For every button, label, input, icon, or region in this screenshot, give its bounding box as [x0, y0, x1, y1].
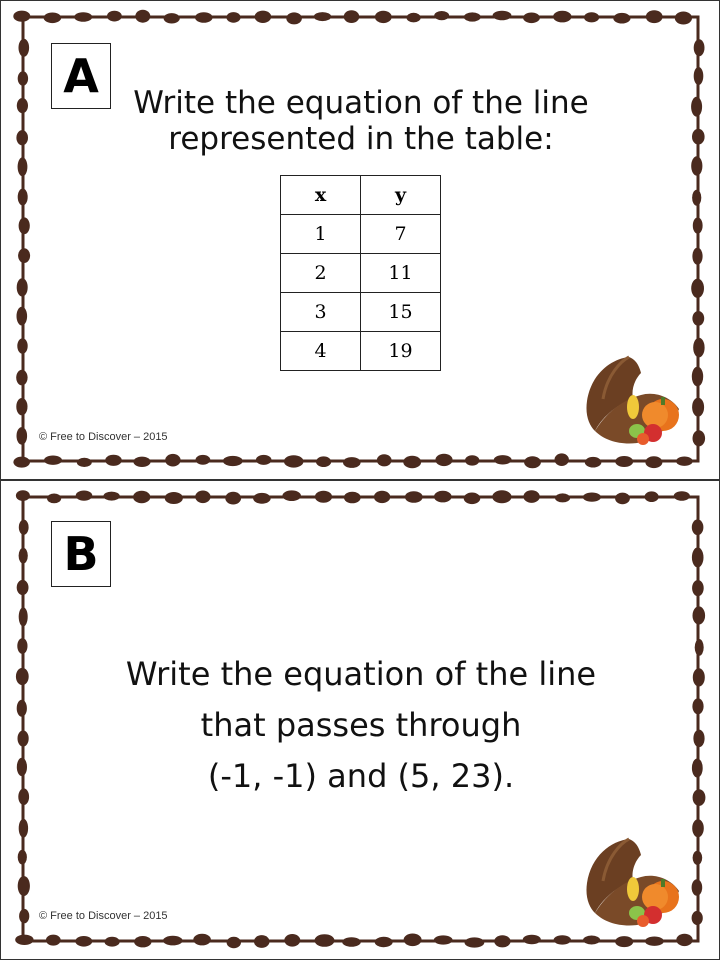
border-bead: [692, 248, 702, 265]
border-bead: [13, 457, 30, 468]
border-bead: [692, 759, 703, 778]
border-bead: [693, 338, 704, 358]
border-bead: [693, 851, 703, 865]
border-bead: [615, 456, 633, 467]
border-bead: [645, 456, 662, 468]
border-bead: [344, 10, 360, 23]
border-bead: [105, 937, 120, 947]
border-bead: [134, 936, 151, 947]
border-bead: [434, 11, 449, 20]
border-bead: [18, 157, 28, 176]
border-bead: [692, 819, 704, 837]
xy-table: [280, 175, 441, 371]
border-bead: [17, 98, 28, 113]
border-bead: [47, 494, 61, 504]
prompt-line: Write the equation of the line: [133, 85, 589, 121]
border-bead: [19, 548, 28, 564]
border-bead: [585, 457, 602, 468]
prompt-line: Write the equation of the line: [125, 655, 597, 693]
border-bead: [692, 519, 704, 535]
border-bead: [375, 11, 392, 23]
prompt-line: that passes through: [200, 706, 522, 744]
border-bead: [494, 935, 510, 947]
border-bead: [435, 454, 452, 466]
border-bead: [164, 13, 180, 23]
border-bead: [434, 935, 453, 944]
border-bead: [18, 876, 30, 896]
prompt-line: represented in the table:: [168, 121, 554, 157]
copyright-note: © Free to Discover – 2015: [39, 910, 168, 922]
table-cell: 2: [281, 254, 361, 293]
border-bead: [555, 493, 570, 502]
table-cell: 7: [361, 215, 441, 254]
border-bead: [692, 129, 705, 145]
border-bead: [227, 937, 241, 948]
border-bead: [692, 190, 701, 206]
border-bead: [494, 455, 512, 464]
card-letter: B: [63, 527, 99, 581]
table-cell: 15: [361, 293, 441, 332]
border-bead: [16, 490, 30, 501]
border-bead: [465, 937, 485, 947]
border-bead: [18, 730, 29, 746]
border-bead: [344, 492, 361, 504]
border-bead: [316, 456, 331, 467]
border-bead: [693, 430, 706, 446]
border-bead: [18, 189, 28, 206]
border-bead: [407, 13, 421, 23]
border-bead: [693, 606, 706, 624]
border-bead: [524, 456, 541, 468]
task-card-a: [0, 0, 720, 480]
card-letter-box: [51, 521, 111, 587]
table-header-row: [281, 176, 441, 215]
border-bead: [692, 911, 703, 925]
border-bead: [103, 492, 119, 501]
border-bead: [674, 491, 690, 501]
border-bead: [19, 217, 30, 234]
border-bead: [691, 97, 702, 117]
border-bead: [695, 639, 704, 656]
table-cell: 3: [281, 293, 361, 332]
border-bead: [18, 850, 27, 865]
border-bead: [523, 935, 541, 944]
border-bead: [692, 398, 704, 417]
border-bead: [405, 491, 423, 503]
border-bead: [44, 12, 62, 23]
border-bead: [74, 12, 92, 22]
border-bead: [17, 758, 27, 776]
border-bead: [163, 936, 183, 946]
border-bead: [195, 491, 210, 504]
border-bead: [17, 278, 28, 296]
table-row: [281, 215, 441, 254]
card-letter: A: [63, 49, 99, 103]
border-bead: [694, 39, 705, 56]
border-bead: [465, 455, 479, 465]
border-bead: [16, 130, 28, 145]
border-bead: [584, 12, 599, 22]
table-cell: 11: [361, 254, 441, 293]
border-bead: [314, 12, 331, 21]
border-bead: [165, 454, 180, 467]
border-bead: [195, 12, 213, 23]
border-bead: [554, 935, 571, 944]
border-bead: [693, 789, 706, 806]
cornucopia-icon: [581, 349, 691, 449]
border-bead: [223, 456, 243, 466]
table-row: [281, 254, 441, 293]
border-bead: [19, 607, 28, 626]
border-bead: [17, 580, 29, 595]
border-bead: [342, 937, 361, 947]
border-bead: [583, 493, 601, 502]
border-bead: [403, 456, 421, 468]
border-bead: [523, 490, 539, 503]
border-bead: [13, 11, 30, 22]
border-bead: [17, 700, 27, 717]
border-bead: [17, 638, 27, 654]
border-bead: [377, 454, 392, 466]
card-prompt: [111, 85, 611, 157]
table-row: [281, 332, 441, 371]
border-bead: [19, 909, 29, 923]
border-bead: [615, 493, 630, 505]
border-bead: [286, 12, 302, 24]
border-bead: [77, 458, 92, 467]
border-bead: [107, 11, 122, 22]
border-bead: [464, 12, 481, 21]
border-bead: [18, 71, 28, 85]
border-bead: [693, 668, 705, 686]
border-bead: [493, 11, 512, 21]
border-bead: [692, 580, 704, 596]
border-bead: [646, 10, 663, 23]
border-bead: [16, 370, 27, 386]
border-bead: [692, 547, 704, 567]
border-bead: [464, 493, 481, 505]
prompt-line: (-1, -1) and (5, 23).: [207, 757, 515, 795]
border-bead: [583, 936, 600, 945]
border-bead: [165, 492, 183, 504]
border-bead: [404, 934, 422, 947]
border-bead: [282, 490, 301, 501]
border-bead: [18, 788, 29, 805]
border-bead: [17, 427, 28, 445]
card-letter-box: [51, 43, 111, 109]
border-bead: [76, 491, 93, 501]
border-bead: [693, 730, 704, 748]
border-bead: [75, 936, 92, 947]
border-bead: [553, 11, 571, 23]
table-cell: 1: [281, 215, 361, 254]
border-bead: [254, 935, 270, 948]
table-cell: 19: [361, 332, 441, 371]
border-bead: [434, 491, 452, 503]
border-bead: [691, 279, 704, 298]
table-row: [281, 293, 441, 332]
border-bead: [692, 879, 703, 896]
copyright-note: © Free to Discover – 2015: [39, 431, 168, 443]
border-bead: [256, 455, 272, 465]
border-bead: [44, 456, 62, 465]
border-bead: [692, 311, 704, 326]
card-prompt: [81, 649, 641, 802]
border-bead: [16, 668, 29, 685]
border-bead: [315, 934, 335, 947]
border-bead: [645, 937, 664, 946]
border-bead: [255, 11, 272, 23]
border-bead: [615, 936, 633, 947]
table-cell: 4: [281, 332, 361, 371]
border-bead: [15, 935, 33, 945]
border-bead: [375, 937, 393, 947]
task-card-b: [0, 480, 720, 960]
border-bead: [694, 67, 704, 85]
border-bead: [19, 520, 29, 535]
border-bead: [492, 490, 511, 503]
border-bead: [675, 12, 692, 25]
border-bead: [16, 398, 27, 415]
table-header-x: x: [281, 176, 361, 215]
border-bead: [17, 338, 27, 354]
border-bead: [17, 307, 28, 326]
border-bead: [343, 457, 361, 468]
border-bead: [676, 934, 692, 946]
border-bead: [693, 217, 703, 233]
border-bead: [523, 12, 540, 23]
border-bead: [374, 491, 390, 503]
border-bead: [46, 935, 61, 946]
border-bead: [105, 455, 122, 466]
border-bead: [135, 10, 150, 23]
border-bead: [676, 457, 693, 466]
border-bead: [691, 156, 702, 175]
border-bead: [692, 698, 703, 714]
border-bead: [196, 455, 211, 465]
border-bead: [315, 491, 332, 503]
border-bead: [284, 455, 304, 467]
border-bead: [19, 819, 28, 838]
border-bead: [645, 491, 659, 502]
border-bead: [18, 248, 30, 263]
cornucopia-icon: [581, 831, 691, 931]
border-bead: [19, 39, 30, 57]
border-bead: [555, 453, 569, 466]
border-bead: [692, 367, 703, 387]
table-header-y: y: [361, 176, 441, 215]
border-bead: [193, 934, 211, 946]
border-bead: [133, 491, 150, 503]
border-bead: [225, 492, 241, 505]
border-bead: [133, 457, 150, 467]
border-bead: [613, 13, 630, 24]
border-bead: [253, 493, 271, 504]
border-bead: [284, 934, 300, 947]
border-bead: [226, 12, 240, 23]
